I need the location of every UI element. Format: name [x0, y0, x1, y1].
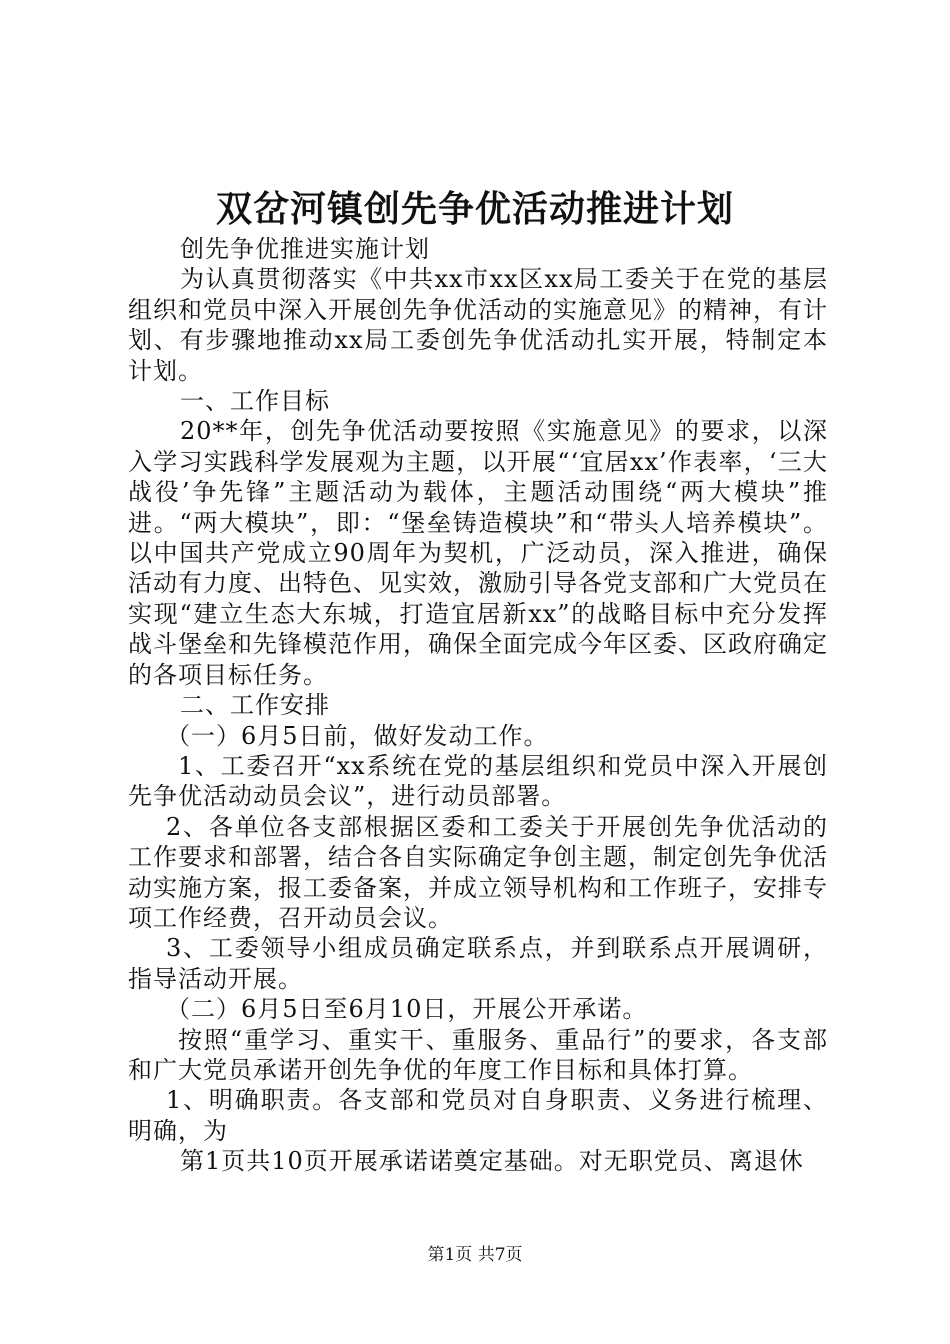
section-heading-goals: 一、工作目标: [180, 387, 330, 416]
page-footer: 第1页 共7页: [427, 1245, 523, 1265]
section-heading-arrangements: 二、工作安排: [180, 691, 330, 720]
paragraph-commitment: 按照“重学习、重实干、重服务、重品行”的要求，各支部和广大党员承诺开创先争优的年度工作目标和具体打算。: [128, 1025, 828, 1084]
document-body: [128, 234, 828, 1177]
subsection-heading-1: （一）6月5日前，做好发动工作。: [166, 721, 549, 750]
list-item-2: 2、各单位各支部根据区委和工委关于开展创先争优活动的工作要求和部署，结合各自实际确定争创主题，制定创先争优活动实施方案，报工委备案，并成立领导机构和工作班子，安排专项工作经费，召开动员会议。: [128, 812, 828, 932]
paragraph-continued: 第1页共10页开展承诺诺奠定基础。对无职党员、离退休: [180, 1147, 804, 1176]
subsection-heading-2: （二）6月5日至6月10日，开展公开承诺。: [166, 995, 648, 1024]
list-item-3: 3、工委领导小组成员确定联系点，并到联系点开展调研，指导活动开展。: [128, 934, 828, 993]
paragraph-intro: 为认真贯彻落实《中共xx市xx区xx局工委关于在党的基层组织和党员中深入开展创先争优活动的实施意见》的精神，有计划、有步骤地推动xx局工委创先争优活动扎实开展，特制定本计划。: [128, 265, 828, 385]
list-item-1: 1、工委召开“xx系统在党的基层组织和党员中深入开展创先争优活动动员会议”，进行动员部署。: [128, 751, 828, 811]
paragraph-goals: 20**年，创先争优活动要按照《实施意见》的要求，以深入学习实践科学发展观为主题，以开展“‘宜居xx’作表率，‘三大战役’争先锋”主题活动为载体，主题活动围绕“两大模块”推进。“两大模块”，即：“堡垒铸造模块”和“带头人培养模块”。以中国共产党成立90周年为契机，广泛动员，深入推进，确保活动有力度、出特色、见实效，激励引导各党支部和广大党员在实现“建立生态大东城，打造宜居新xx”的战略目标中充分发挥战斗堡垒和先锋模范作用，确保全面完成今年区委、区政府确定的各项目标任务。: [128, 417, 828, 689]
paragraph-subtitle: 创先争优推进实施计划: [180, 235, 430, 263]
list-item-duties: 1、明确职责。各支部和党员对自身职责、义务进行梳理、明确，为: [128, 1086, 828, 1145]
document-title: 双岔河镇创先争优活动推进计划: [215, 188, 734, 230]
